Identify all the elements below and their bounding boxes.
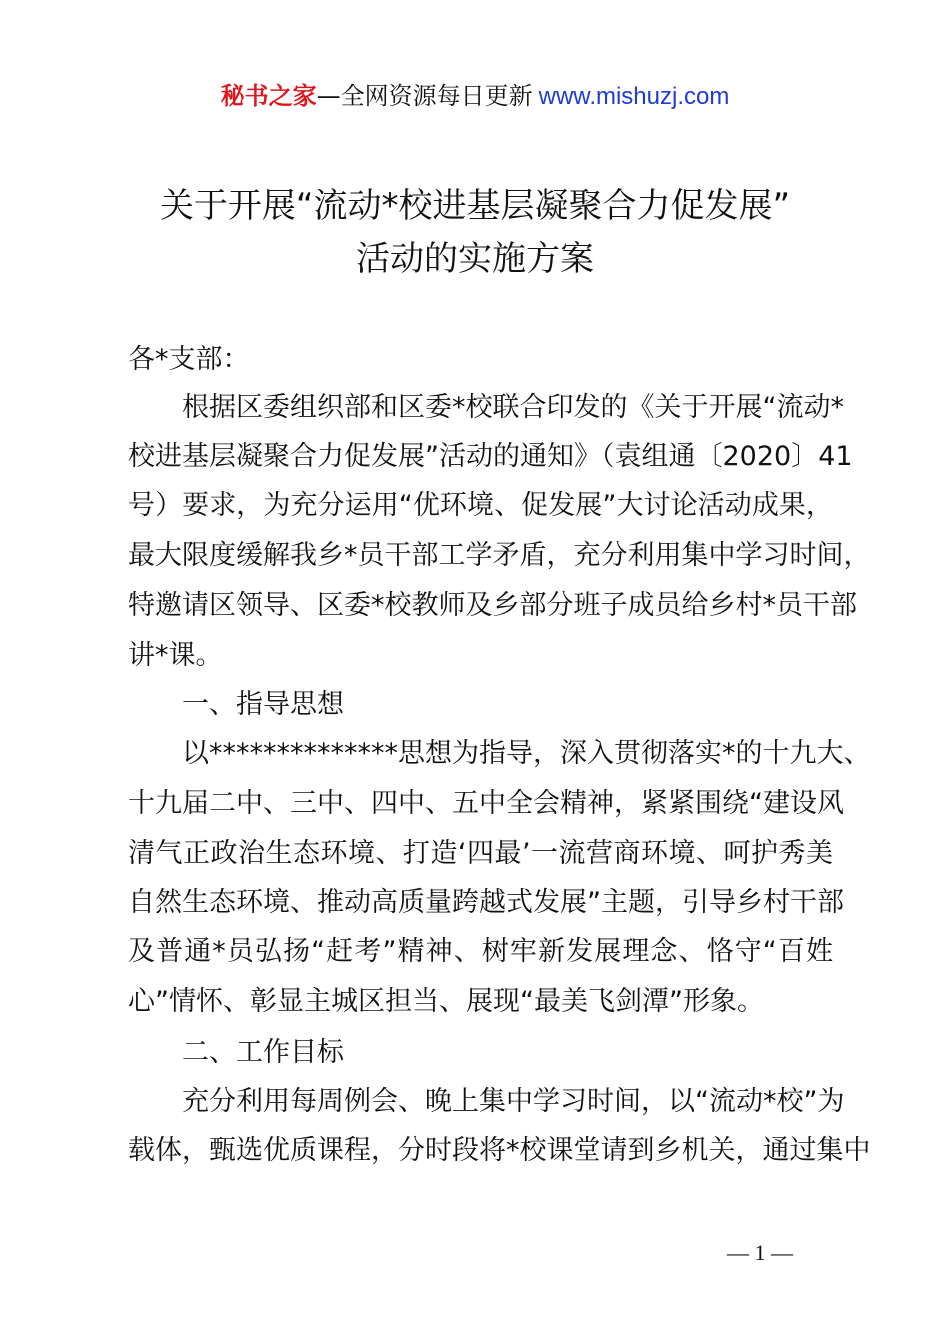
site-url[interactable]: www.mishuzj.com <box>538 83 730 110</box>
paragraph-line: 心”情怀、彰显主城区担当、展现“最美飞剑潭”形象。 <box>128 986 764 1017</box>
paragraph-line: 校进基层凝聚合力促发展”活动的通知》（袁组通〔2020〕41 <box>128 441 853 472</box>
paragraph-line: 最大限度缓解我乡*员干部工学矛盾，充分利用集中学习时间， <box>128 540 871 571</box>
brand-name: 秘书之家 <box>220 82 317 110</box>
document-title-line-2: 活动的实施方案 <box>356 239 594 279</box>
paragraph-line: 载体，甄选优质课程，分时段将*校课堂请到乡机关，通过集中 <box>128 1135 871 1166</box>
paragraph-line: 十九届二中、三中、四中、五中全会精神，紧紧围绕“建设风 <box>128 788 844 819</box>
salutation: 各*支部： <box>128 344 250 375</box>
paragraph-line: 充分利用每周例会、晚上集中学习时间，以“流动*校”为 <box>128 1086 845 1117</box>
paragraph-line: 以**************思想为指导，深入贯彻落实*的十九大、 <box>128 738 871 769</box>
paragraph-line: 号）要求，为充分运用“优环境、促发展”大讨论活动成果， <box>128 490 833 521</box>
site-header <box>0 80 950 113</box>
page-number: — 1 — <box>727 1240 793 1265</box>
header-tagline: —全网资源每日更新 <box>316 82 533 110</box>
paragraph-line: 根据区委组织部和区委*校联合印发的《关于开展“流动* <box>128 392 844 423</box>
paragraph-line: 特邀请区领导、区委*校教师及乡部分班子成员给乡村*员干部 <box>128 590 857 621</box>
paragraph-line: 清气正政治生态环境、打造‘四最’一流营商环境、呵护秀美 <box>128 838 833 869</box>
section-heading: 二、工作目标 <box>128 1037 344 1068</box>
paragraph-line: 自然生态环境、推动高质量跨越式发展”主题，引导乡村干部 <box>128 887 844 918</box>
paragraph-line: 讲*课。 <box>128 640 223 671</box>
paragraph-line: 及普通*员弘扬“赶考”精神、树牢新发展理念、恪守“百姓 <box>128 936 833 967</box>
document-title-line-1: 关于开展“流动*校进基层凝聚合力促发展” <box>159 186 791 226</box>
section-heading: 一、指导思想 <box>128 689 344 720</box>
